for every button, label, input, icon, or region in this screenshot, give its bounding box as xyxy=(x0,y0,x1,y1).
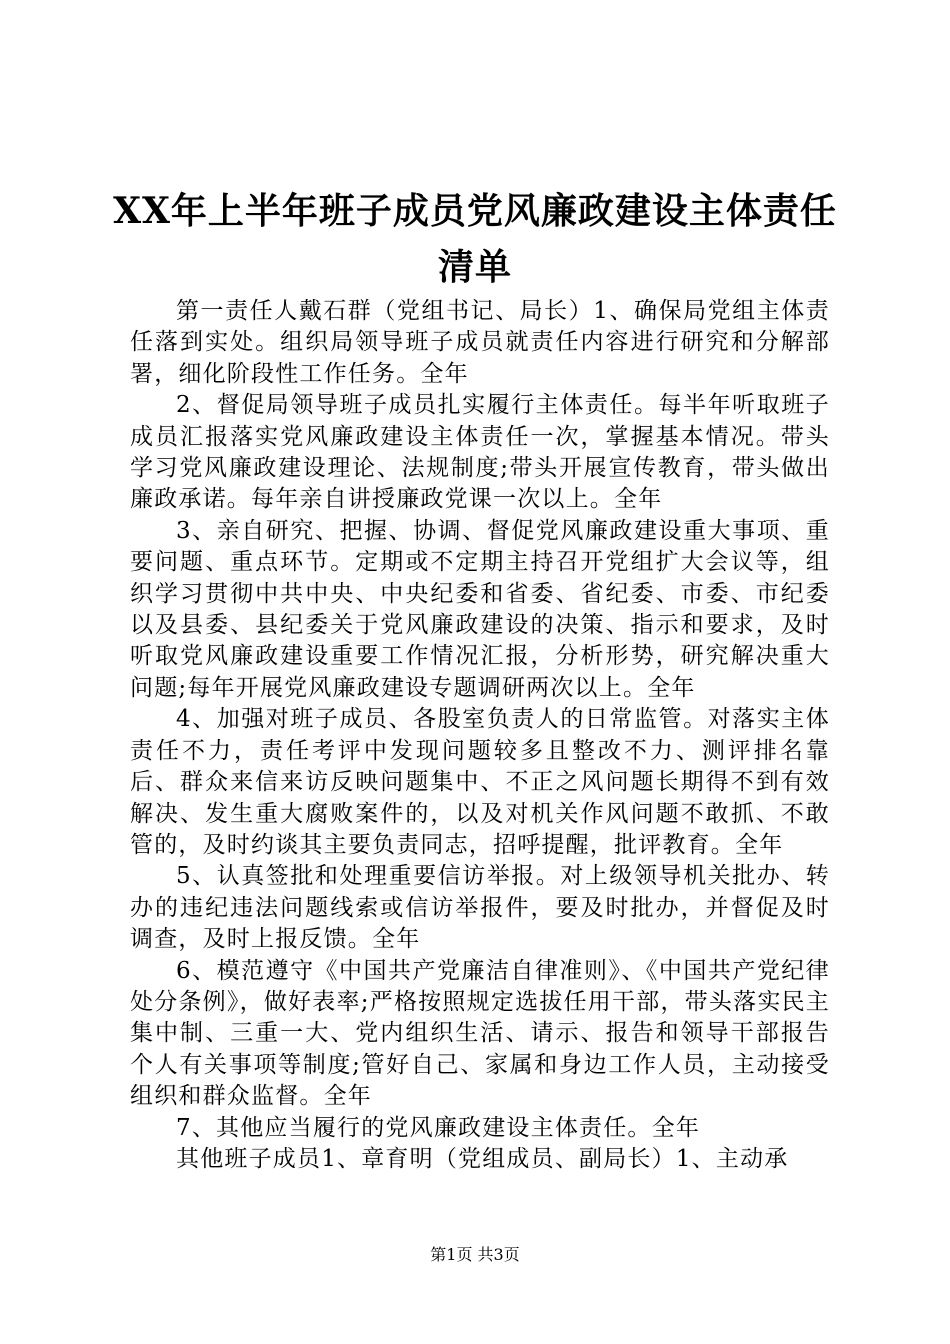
paragraph-2: 2、督促局领导班子成员扎实履行主体责任。每半年听取班子成员汇报落实党风廉政建设主体责任一次，掌握基本情况。带头学习党风廉政建设理论、法规制度;带头开展宣传教育，带头做出廉政承诺。每年亲自讲授廉政党课一次以上。全年 xyxy=(130,392,830,513)
paragraph-4: 4、加强对班子成员、各股室负责人的日常监管。对落实主体责任不力，责任考评中发现问题较多且整改不力、测评排名靠后、群众来信来访反映问题集中、不正之风问题长期得不到有效解决、发生重大腐败案件的，以及对机关作风问题不敢抓、不敢管的，及时约谈其主要负责同志，招呼提醒，批评教育。全年 xyxy=(130,706,830,858)
paragraph-6: 6、模范遵守《中国共产党廉洁自律准则》、《中国共产党纪律处分条例》，做好表率;严格按照规定选拔任用干部，带头落实民主集中制、三重一大、党内组织生活、请示、报告和领导干部报告个人有关事项等制度;管好自己、家属和身边工作人员，主动接受组织和群众监督。全年 xyxy=(130,957,830,1110)
document-body xyxy=(130,296,830,1175)
document-title-line-1: XX年上半年班子成员党风廉政建设主体责任 xyxy=(113,190,837,232)
paragraph-5: 5、认真签批和处理重要信访举报。对上级领导机关批办、转办的违纪违法问题线索或信访举报件，要及时批办，并督促及时调查，及时上报反馈。全年 xyxy=(130,863,830,953)
paragraph-1: 第一责任人戴石群（党组书记、局长）1、确保局党组主体责任落到实处。组织局领导班子成员就责任内容进行研究和分解部署，细化阶段性工作任务。全年 xyxy=(130,298,830,387)
paragraph-3: 3、亲自研究、把握、协调、督促党风廉政建设重大事项、重要问题、重点环节。定期或不定期主持召开党组扩大会议等，组织学习贯彻中共中央、中央纪委和省委、省纪委、市委、市纪委以及县委、县纪委关于党风廉政建设的决策、指示和要求，及时听取党风廉政建设重要工作情况汇报，分析形势，研究解决重大问题;每年开展党风廉政建设专题调研两次以上。全年 xyxy=(130,517,830,701)
page-footer: 第1页 共3页 xyxy=(430,1245,520,1264)
document-title-line-2: 清单 xyxy=(437,246,512,288)
paragraph-8: 其他班子成员1、章育明（党组成员、副局长）1、主动承 xyxy=(176,1145,789,1172)
paragraph-7: 7、其他应当履行的党风廉政建设主体责任。全年 xyxy=(176,1114,701,1141)
